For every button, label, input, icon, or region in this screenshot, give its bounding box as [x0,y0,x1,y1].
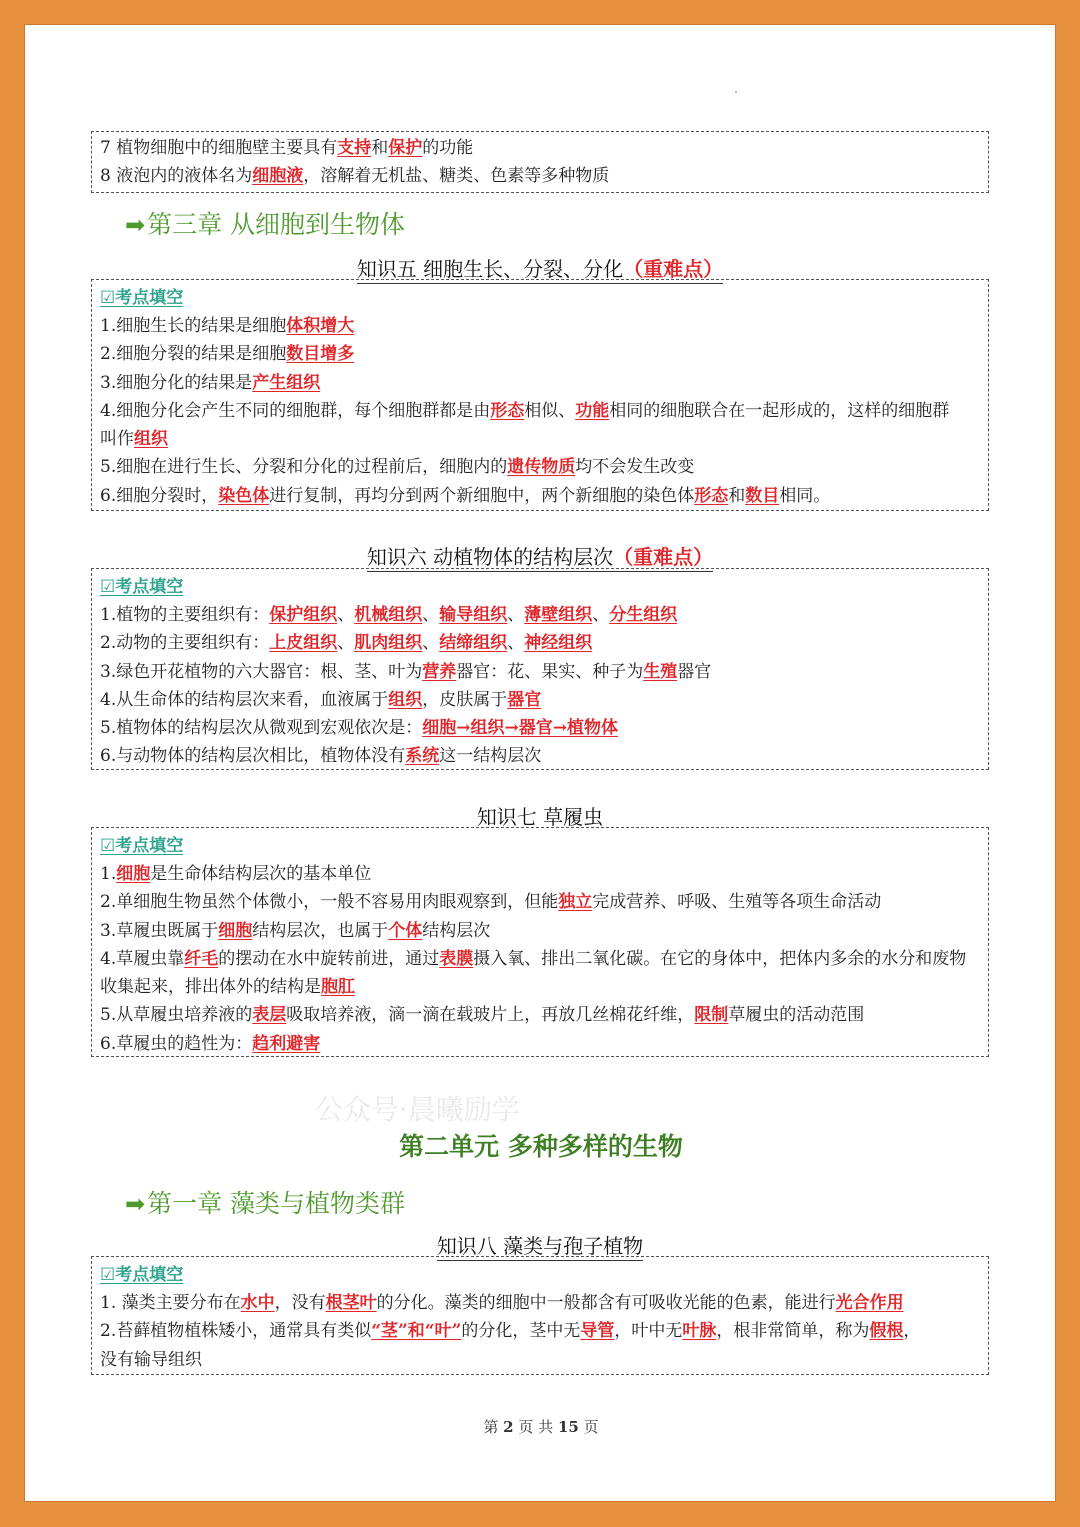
k5-item-3: 3.细胞分化的结果是产生组织 [100,372,321,393]
knowledge-5-box [91,279,989,511]
k5-item-4: 4.细胞分化会产生不同的细胞群，每个细胞群都是由形态相似、功能相同的细胞联合在一起形成的，这样的细胞群 [100,400,950,421]
k7-item-2: 2.单细胞生物虽然个体微小，一般不容易用肉眼观察到，但能独立完成营养、呼吸、生殖等各项生命活动 [100,892,882,913]
fill-blank-tag: ☑考点填空 [100,288,184,308]
knowledge-7-box [91,827,989,1057]
fill-blank-tag: ☑考点填空 [100,836,184,856]
page-footer: 第 2 页 共 15 页 [483,1418,599,1436]
arrow-icon: ➡ [125,211,146,239]
k7-item-5: 5.从草履虫培养液的表层吸取培养液，滴一滴在载玻片上，再放几丝棉花纤维，限制草履虫的活动范围 [100,1005,865,1026]
k6-item-5: 5.植物体的结构层次从微观到宏观依次是：细胞→组织→器官→植物体 [100,718,618,739]
k7-item-4: 4.草履虫靠纤毛的摆动在水中旋转前进，通过表膜摄入氧、排出二氧化碳。在它的身体中，把体内多余的水分和废物 [100,948,967,969]
k5-item-4-cont: 叫作组织 [100,429,168,450]
k5-item-5: 5.细胞在进行生长、分裂和分化的过程前后，细胞内的遗传物质均不会发生改变 [100,457,695,478]
chapter-1-heading: ➡第一章 藻类与植物类群 [125,1189,406,1218]
k7-item-6: 6.草履虫的趋性为：趋利避害 [100,1033,321,1054]
document-page [24,24,1056,1502]
knowledge-5-title: 知识五 细胞生长、分裂、分化（重难点） [91,253,989,282]
k7-item-1: 1.细胞是生命体结构层次的基本单位 [100,864,372,884]
k6-item-3: 3.绿色开花植物的六大器官：根、茎、叶为营养器官：花、果实、种子为生殖器官 [100,661,712,682]
speck [735,91,737,93]
knowledge-6-box [91,568,989,770]
k8-item-2: 2.苔藓植物植株矮小，通常具有类似“茎”和“叶”的分化，茎中无导管，叶中无叶脉，根非常简单，称为假根， [100,1321,921,1342]
unit-2-heading: 第二单元 多种多样的生物 [399,1132,683,1161]
k8-item-2-cont: 没有输导组织 [100,1349,202,1370]
k5-item-6: 6.细胞分裂时，染色体进行复制，再均分到两个新细胞中，两个新细胞的染色体形态和数目相同。 [100,485,831,506]
item-7: 7 植物细胞中的细胞壁主要具有支持和保护的功能 [100,138,474,158]
fill-blank-tag: ☑考点填空 [100,1265,184,1285]
fill-blank-tag: ☑考点填空 [100,577,184,597]
arrow-icon: ➡ [125,1190,146,1218]
chapter-3-heading: ➡第三章 从细胞到生物体 [125,210,406,239]
k6-item-4: 4.从生命体的结构层次来看，血液属于组织，皮肤属于器官 [100,689,542,710]
watermark: 公众号·晨曦励学 [315,1093,520,1126]
knowledge-7-title: 知识七 草履虫 [476,805,604,829]
k5-item-1: 1.细胞生长的结果是细胞体积增大 [100,316,355,336]
k6-item-2: 2.动物的主要组织有：上皮组织、肌肉组织、结缔组织、神经组织 [100,633,593,654]
knowledge-8-box [91,1256,989,1375]
top-fill-box [91,131,989,193]
k6-item-1: 1.植物的主要组织有：保护组织、机械组织、输导组织、薄壁组织、分生组织 [100,605,678,625]
k6-item-6: 6.与动物体的结构层次相比，植物体没有系统这一结构层次 [100,746,542,767]
k7-item-3: 3.草履虫既属于细胞结构层次，也属于个体结构层次 [100,920,491,941]
k7-item-4-cont: 收集起来，排出体外的结构是胞肛 [100,977,355,998]
item-8: 8 液泡内的液体名为细胞液，溶解着无机盐、糖类、色素等多种物质 [100,166,610,187]
k5-item-2: 2.细胞分裂的结果是细胞数目增多 [100,344,355,365]
k8-item-1: 1. 藻类主要分布在水中，没有根茎叶的分化。藻类的细胞中一般都含有可吸收光能的色素，能进行光合作用 [100,1293,904,1313]
knowledge-6-title: 知识六 动植物体的结构层次（重难点） [91,541,989,570]
knowledge-8-title: 知识八 藻类与孢子植物 [91,1230,989,1259]
